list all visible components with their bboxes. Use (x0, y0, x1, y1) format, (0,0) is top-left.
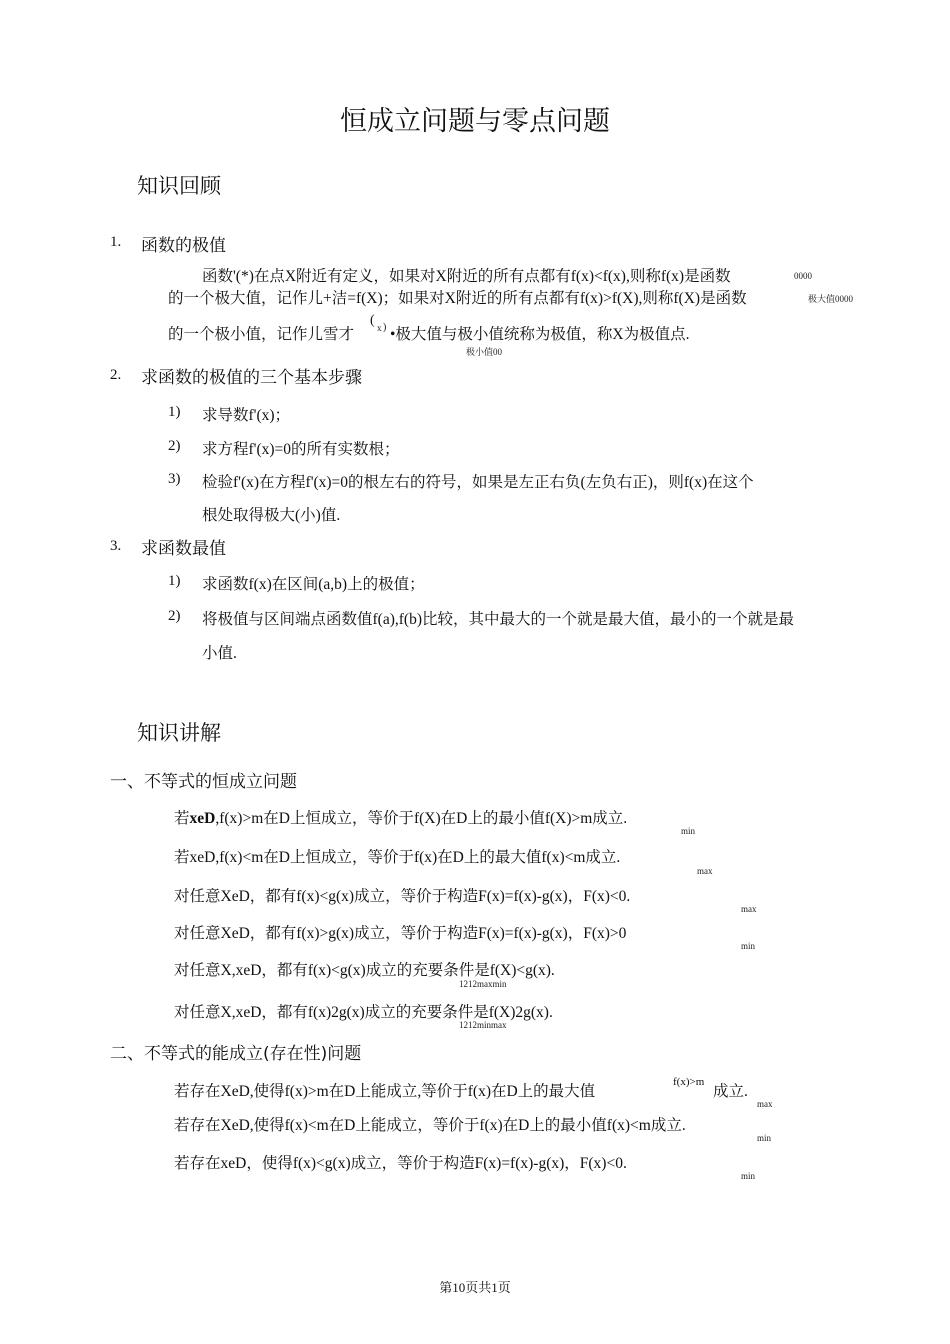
text-body: ,f(x)>m在D上恒成立，等价于f(X)在D上的最小值f(X)>m成立. (215, 810, 628, 827)
step-number: 2) (168, 608, 181, 624)
subscript-note: 1212minmax (459, 1020, 507, 1030)
text-line (174, 845, 620, 867)
step-number: 1) (168, 573, 181, 589)
subscript-note: 极大值0000 (808, 294, 854, 304)
part-title-always-holds: 一、不等式的恒成立问题 (110, 772, 297, 792)
item-number: 3. (110, 538, 122, 554)
step-text: 求函数f(x)在区间(a,b)上的极值； (202, 576, 425, 593)
subscript-note: max (697, 866, 713, 876)
superscript-note: x (377, 323, 382, 333)
subscript-note: 极小值00 (466, 347, 503, 357)
subscript-note: min (681, 826, 696, 836)
text-line: 对任意X,xeD，都有f(x)2g(x)成立的充要条件是f(X)2g(x). (174, 1004, 553, 1021)
subscript-note: min (741, 1171, 756, 1181)
text-line: 若存在XeD,使得f(x)>m在D上能成立,等价于f(x)在D上的最大值 (174, 1083, 596, 1100)
text-line: 的一个极大值，记作儿+洁=f(X)；如果对X附近的所有点都有f(x)>f(X),则称f(X)是函数 (168, 290, 747, 307)
step-text: 求方程f'(x)=0的所有实数根； (202, 441, 400, 458)
step-text: 检验f'(x)在方程f'(x)=0的根左右的符号，如果是左正右负(左负右正)，则f(x)在这个 (202, 474, 754, 491)
text-line: 对任意XeD，都有f(x)<g(x)成立，等价于构造F(x)=f(x)-g(x)，F(x)<0. (174, 888, 631, 905)
text-line: 若存在xeD，使得f(x)<g(x)成立，等价于构造F(x)=f(x)-g(x)，F(x)<0. (174, 1155, 627, 1172)
item-title-steps: 求函数的极值的三个基本步骤 (141, 368, 362, 388)
item-title-extrema: 函数的极值 (141, 236, 226, 256)
step-number: 3) (168, 471, 181, 487)
subscript-note: min (741, 941, 756, 951)
text-line: 函数'(*)在点X附近有定义，如果对X附近的所有点都有f(x)<f(x),则称f(x)是函数 (202, 268, 731, 285)
text-line: 对任意X,xeD，都有f(x)<g(x)成立的充要条件是f(X)<g(x). (174, 962, 555, 979)
section-heading-lecture: 知识讲解 (137, 721, 221, 745)
step-text-continued: 小值. (202, 645, 237, 662)
text-body: xeD,f(x)<m在D上恒成立，等价于f(x)在D上的最大值f(x)<m成立. (189, 849, 621, 866)
paren-mark: ) (383, 322, 387, 333)
part-title-can-hold: 二、不等式的能成立(存在性)问题 (110, 1044, 362, 1064)
paren-mark: ( (370, 313, 375, 328)
superscript-note: f(x)>m (673, 1076, 705, 1088)
text-line: 若存在XeD,使得f(x)<m在D上能成立，等价于f(x)在D上的最小值f(x)<m成立. (174, 1117, 686, 1134)
step-text-continued: 根处取得极大(小)值. (202, 507, 341, 524)
text-line: 对任意XeD，都有f(x)>g(x)成立，等价于构造F(x)=f(x)-g(x)，F(x)>0 (174, 925, 627, 942)
item-number: 1. (110, 234, 122, 250)
subscript-note: min (757, 1133, 772, 1143)
section-heading-review: 知识回顾 (137, 174, 221, 198)
page-title: 恒成立问题与零点问题 (340, 106, 610, 137)
step-number: 2) (168, 438, 181, 454)
item-number: 2. (110, 367, 122, 383)
subscript-note: 0000 (794, 271, 812, 281)
subscript-note: 1212maxmin (459, 979, 507, 989)
step-text: 将极值与区间端点函数值f(a),f(b)比较，其中最大的一个就是最大值，最小的一个就是最 (202, 611, 794, 628)
text-line: 的一个极小值，记作儿雪才 (168, 326, 355, 343)
subscript-note: max (757, 1099, 773, 1109)
text-prefix: 若 (174, 810, 190, 827)
bold-text: xeD (189, 810, 216, 827)
text-line (174, 806, 627, 828)
text-line: 成立. (713, 1083, 748, 1100)
page-footer: 第10页共1页 (439, 1280, 511, 1295)
item-title-max-min: 求函数最值 (141, 539, 226, 559)
step-text: 求导数f'(x)； (202, 407, 291, 424)
text-line: •极大值与极小值统称为极值，称X为极值点. (390, 326, 690, 343)
subscript-note: max (741, 904, 757, 914)
step-number: 1) (168, 404, 181, 420)
text-prefix: 若 (174, 849, 190, 866)
